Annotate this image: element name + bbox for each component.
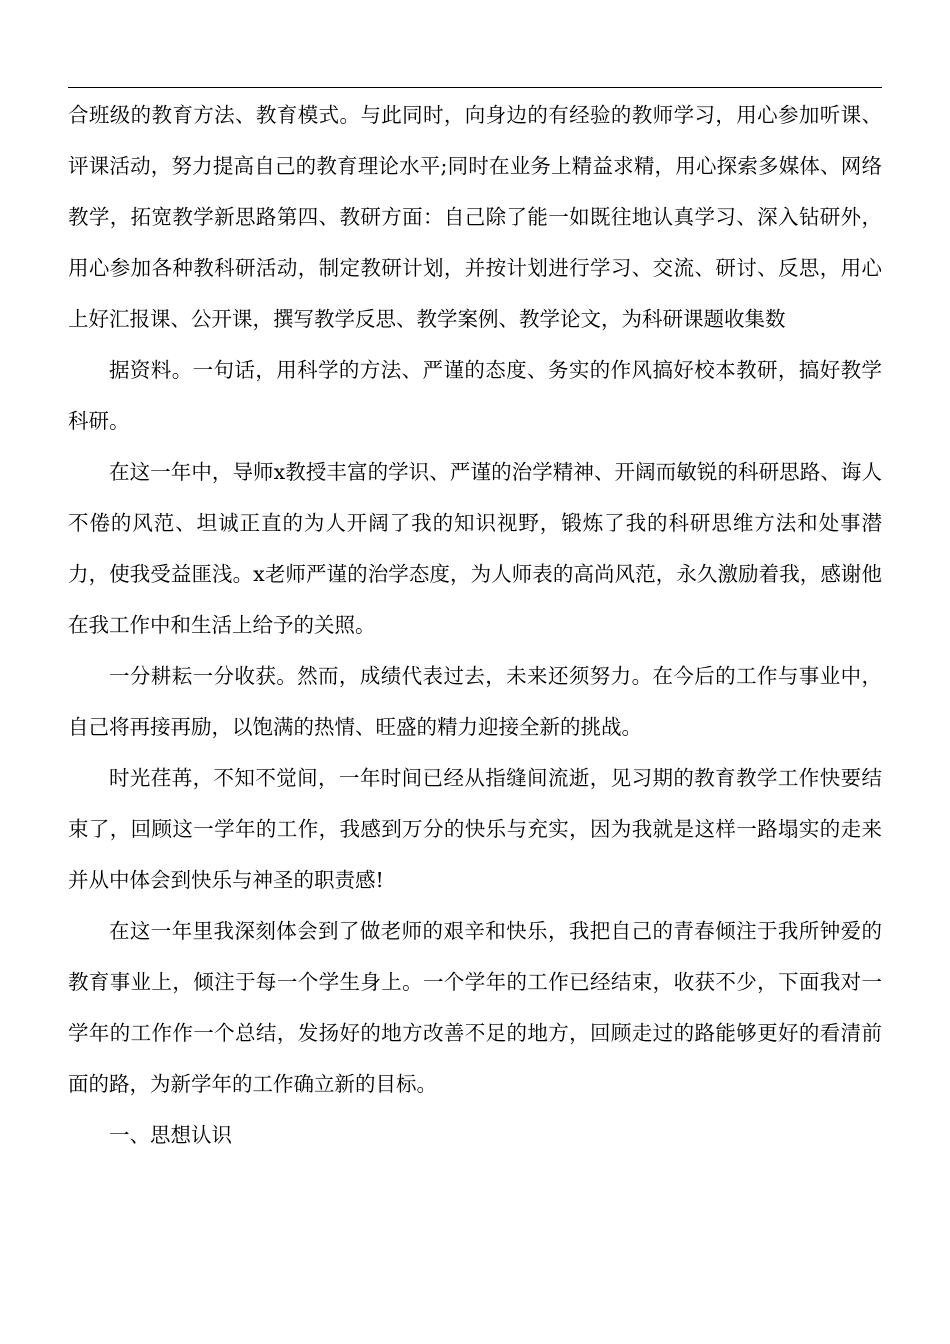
paragraph: 一分耕耘一分收获。然而，成绩代表过去，未来还须努力。在今后的工作与事业中，自己将再接再励，以饱满的热情、旺盛的精力迎接全新的挑战。: [68, 664, 882, 739]
header-rule: [68, 87, 882, 88]
paragraph-continuation: 合班级的教育方法、教育模式。与此同时，向身边的有经验的教师学习，用心参加听课、评课活动，努力提高自己的教育理论水平;同时在业务上精益求精，用心探索多媒体、网络教学，拓宽教学新思路第四、教研方面：自己除了能一如既往地认真学习、深入钻研外，用心参加各种教科研活动，制定教研计划，并按计划进行学习、交流、研讨、反思，用心上好汇报课、公开课，撰写教学反思、教学案例、教学论文，为科研课题收集数: [68, 103, 882, 331]
paragraph: 在这一年中，导师x教授丰富的学识、严谨的治学精神、开阔而敏锐的科研思路、诲人不倦的风范、坦诚正直的为人开阔了我的知识视野，锻炼了我的科研思维方法和处事潜力，使我受益匪浅。x老师严谨的治学态度，为人师表的高尚风范，永久激励着我，感谢他在我工作中和生活上给予的关照。: [68, 460, 882, 637]
paragraph: 时光荏苒，不知不觉间，一年时间已经从指缝间流逝，见习期的教育教学工作快要结束了，回顾这一学年的工作，我感到万分的快乐与充实，因为我就是这样一路塌实的走来并从中体会到快乐与神圣的职责感!: [68, 766, 882, 892]
section-heading: 一、思想认识: [109, 1123, 232, 1147]
paragraph: 据资料。一句话，用科学的方法、严谨的态度、务实的作风搞好校本教研，搞好教学科研。: [68, 358, 882, 433]
document-body: [68, 90, 882, 1161]
paragraph: 在这一年里我深刻体会到了做老师的艰辛和快乐，我把自己的青春倾注于我所钟爱的教育事业上，倾注于每一个学生身上。一个学年的工作已经结束，收获不少，下面我对一学年的工作作一个总结，发扬好的地方改善不足的地方，回顾走过的路能够更好的看清前面的路，为新学年的工作确立新的目标。: [68, 919, 882, 1096]
